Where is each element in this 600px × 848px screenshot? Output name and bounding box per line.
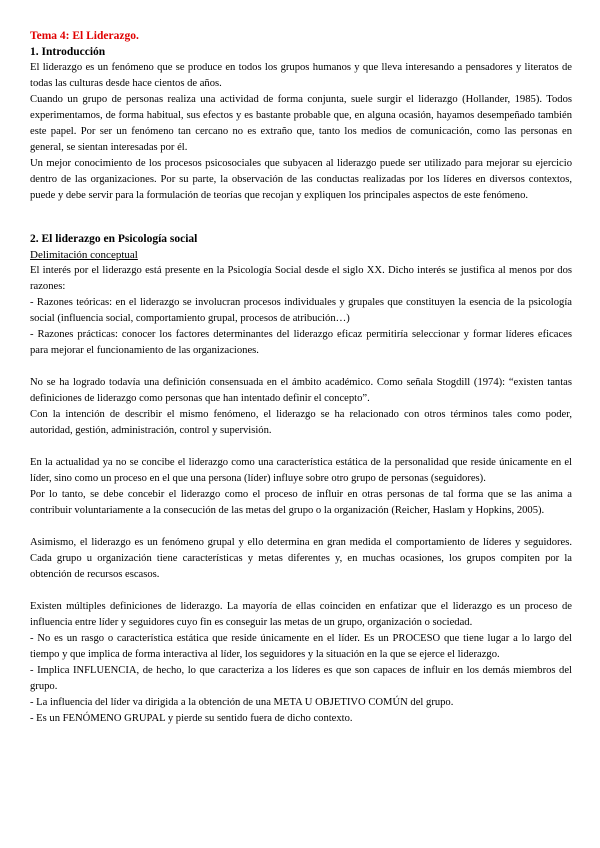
list-item: - Razones prácticas: conocer los factores determinantes del liderazgo eficaz permitiría seleccionar y formar líderes eficaces para mejorar el funcionamiento de las organizaciones.	[30, 329, 572, 356]
paragraph: Asimismo, el liderazgo es un fenómeno grupal y ello determina en gran medida el comportamiento de líderes y seguidores. Cada grupo u organización tiene características y metas diferentes y, en muchas ocasiones, los grupos compiten por la obtención de recursos escasos.	[30, 537, 572, 580]
list-item: - Razones teóricas: en el liderazgo se involucran procesos individuales y grupales que constituyen la esencia de la psicología social (influencia social, comportamiento grupal, procesos de atribución…)	[30, 297, 572, 324]
list-item: - Es un FENÓMENO GRUPAL y pierde su sentido fuera de dicho contexto.	[30, 713, 353, 724]
spacer	[30, 204, 572, 231]
paragraph: Un mejor conocimiento de los procesos psicosociales que subyacen al liderazgo puede ser utilizado para mejorar su ejercicio dentro de las organizaciones. Por su parte, la observación de las conductas realizadas por los líderes en diversos contextos, puede y debe servir para la formulación de teorías que recojan y expliquen los principales aspectos de este fenómeno.	[30, 158, 572, 201]
paragraph: Con la intención de describir el mismo fenómeno, el liderazgo se ha relacionado con otros términos tales como poder, autoridad, gestión, administración, control y supervisión.	[30, 409, 572, 436]
paragraph: En la actualidad ya no se concibe el liderazgo como una característica estática de la personalidad que reside únicamente en el líder, sino como un proceso en el que una persona (líder) influye sobre otro grupo de personas (seguidores).	[30, 457, 572, 484]
list-item: - La influencia del líder va dirigida a la obtención de una META U OBJETIVO COMÚN del grupo.	[30, 697, 454, 708]
paragraph: Por lo tanto, se debe concebir el liderazgo como el proceso de influir en otras personas de tal forma que se las anima a contribuir voluntariamente a la consecución de las metas del grupo o la organización (Reicher, Haslam y Hopkins, 2005).	[30, 489, 572, 516]
spacer	[30, 439, 572, 455]
paragraph: El liderazgo es un fenómeno que se produce en todos los grupos humanos y que lleva interesando a pensadores y literatos de todas las culturas desde hace cientos de años.	[30, 62, 572, 89]
document-body	[30, 28, 572, 727]
list-item: - Implica INFLUENCIA, de hecho, lo que caracteriza a los líderes es que son capaces de influir en los demás miembros del grupo.	[30, 665, 572, 692]
subheading: Delimitación conceptual	[30, 249, 138, 261]
spacer	[30, 583, 572, 599]
list-item: - No es un rasgo o característica estática que reside únicamente en el líder. Es un PROCESO que tiene lugar a lo largo del tiempo y que implica de forma interactiva al líder, los seguidores y la situación en la que se ejerce el liderazgo.	[30, 633, 572, 660]
paragraph: Cuando un grupo de personas realiza una actividad de forma conjunta, suele surgir el liderazgo (Hollander, 1985). Todos experimentamos, de forma habitual, sus efectos y es bastante probable que, en alguna ocasión, hayamos desempeñado también este papel. Por ser un fenómeno tan cercano no es extraño que, tanto los medios de comunicación, como las personas en general, se sientan interesadas por él.	[30, 94, 572, 153]
section-2-heading: 2. El liderazgo en Psicología social	[30, 233, 198, 245]
section-1-heading: 1. Introducción	[30, 46, 106, 58]
paragraph: El interés por el liderazgo está presente en la Psicología Social desde el siglo XX. Dicho interés se justifica al menos por dos razones:	[30, 265, 572, 292]
spacer	[30, 359, 572, 375]
paragraph: Existen múltiples definiciones de liderazgo. La mayoría de ellas coinciden en enfatizar que el liderazgo es un proceso de influencia entre líder y seguidores cuyo fin es conseguir las metas de un grupo, organización o sociedad.	[30, 601, 572, 628]
paragraph: No se ha logrado todavía una definición consensuada en el ámbito académico. Como señala Stogdill (1974): “existen tantas definiciones de liderazgo como personas que han intentado definir el concepto”.	[30, 377, 572, 404]
document-title: Tema 4: El Liderazgo.	[30, 30, 139, 42]
spacer	[30, 519, 572, 535]
